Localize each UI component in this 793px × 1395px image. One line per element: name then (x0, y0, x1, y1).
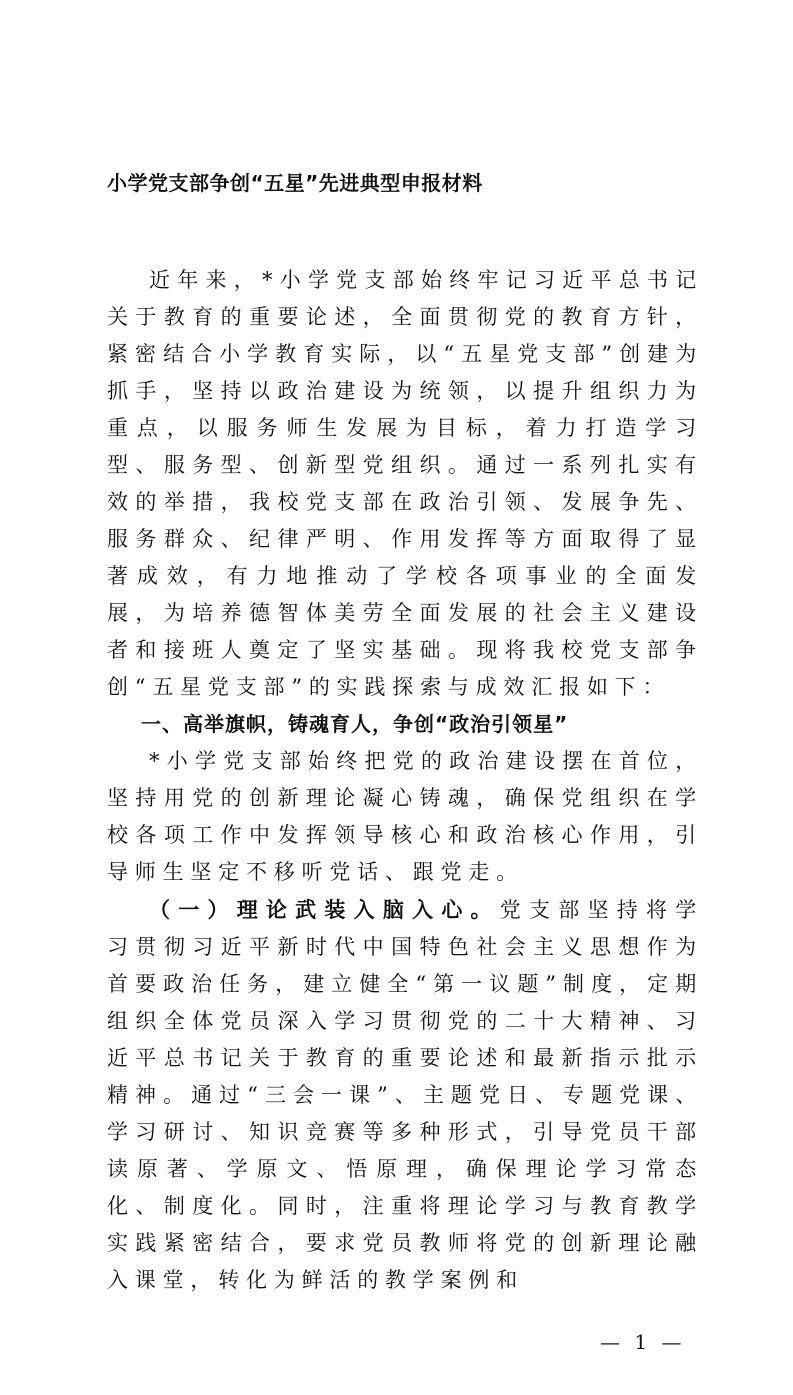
subsection-paragraph (107, 891, 703, 1299)
document-title: 小学党支部争创“五星”先进典型申报材料 (107, 171, 483, 195)
subsection-text: 党支部坚持将学习贯彻习近平新时代中国特色社会主义思想作为首要政治任务，建立健全“第一议题”制度，定期组织全体党员深入学习贯彻党的二十大精神、习近平总书记关于教育的重要论述和最新指示批示精神。通过“三会一课”、主题党日、专题党课、学习研讨、知识竞赛等多种形式，引导党员干部读原著、学原文、悟原理，确保理论学习常态化、制度化。同时，注重将理论学习与教育教学实践紧密结合，要求党员教师将党的创新理论融入课堂，转化为鲜活的教学案例和 (107, 898, 703, 1292)
section-heading: 一、高举旗帜，铸魂育人，争创“政治引领星” (141, 712, 569, 736)
page-number: — 1 — (600, 1330, 686, 1354)
document-body (107, 262, 703, 1299)
intro-paragraph: 近年来，*小学党支部始终牢记习近平总书记关于教育的重要论述，全面贯彻党的教育方针，紧密结合小学教育实际，以“五星党支部”创建为抓手，坚持以政治建设为统领，以提升组织力为重点，以服务师生发展为目标，着力打造学习型、服务型、创新型党组织。通过一系列扎实有效的举措，我校党支部在政治引领、发展争先、服务群众、纪律严明、作用发挥等方面取得了显著成效，有力地推动了学校各项事业的全面发展，为培养德智体美劳全面发展的社会主义建设者和接班人奠定了坚实基础。现将我校党支部争创“五星党支部”的实践探索与成效汇报如下： (107, 268, 703, 699)
section-paragraph: *小学党支部始终把党的政治建设摆在首位，坚持用党的创新理论凝心铸魂，确保党组织在学校各项工作中发挥领导核心和政治核心作用，引导师生坚定不移听党话、跟党走。 (107, 749, 703, 884)
subsection-heading: （一）理论武装入脑入心。 (149, 897, 500, 922)
